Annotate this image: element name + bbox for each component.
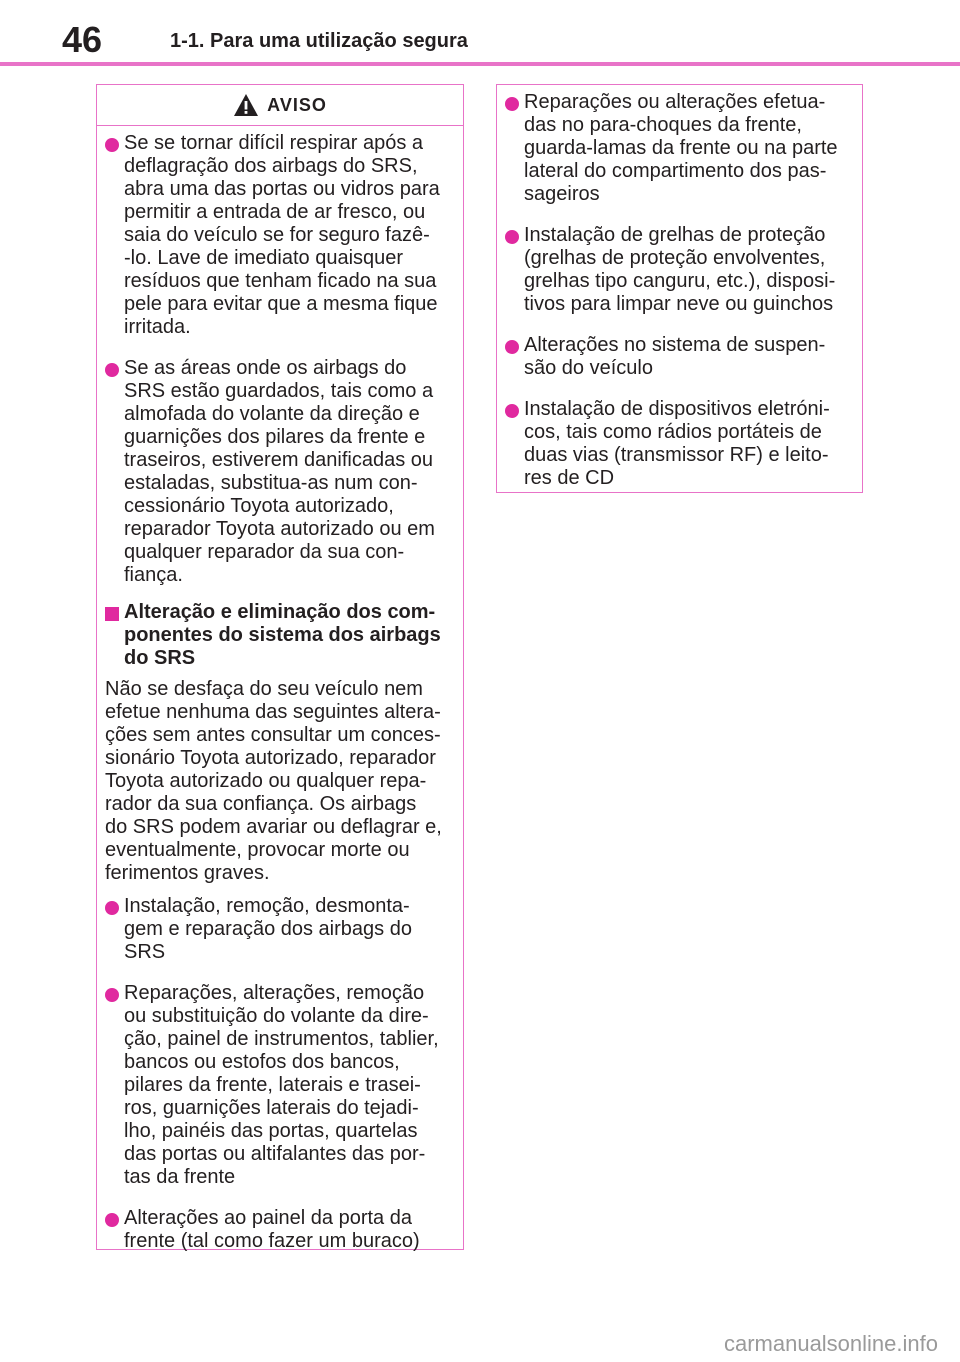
bullet-icon bbox=[505, 230, 519, 244]
list-item bbox=[105, 1207, 449, 1253]
watermark: carmanualsonline.info bbox=[723, 1331, 938, 1356]
list-item bbox=[505, 224, 848, 316]
bullet-text: Instalação, remoção, desmonta- gem e reparação dos airbags do SRS bbox=[124, 895, 412, 963]
list-item bbox=[105, 357, 449, 587]
warning-box-left bbox=[96, 84, 464, 1250]
bullet-text: Alterações ao painel da porta da frente (tal como fazer um buraco) bbox=[124, 1207, 420, 1252]
bullet-text: Se se tornar difícil respirar após a deflagração dos airbags do SRS, abra uma das portas ou vidros para permitir a entrada de ar fresco, ou saia do veículo se for seguro fazê- -lo. Lave de imediato quaisquer resíduos que tenham ficado na sua pele para evitar que a mesma fique irritada. bbox=[124, 132, 440, 338]
section-title: 1-1. Para uma utilização segura bbox=[170, 30, 468, 52]
bullet-text: Alterações no sistema de suspen- são do veículo bbox=[524, 334, 826, 379]
list-item bbox=[505, 398, 848, 490]
bullet-text: Instalação de dispositivos eletróni- cos, tais como rádios portáteis de duas vias (transmissor RF) e leito- res de CD bbox=[524, 398, 830, 489]
bullet-icon bbox=[505, 97, 519, 111]
list-item bbox=[505, 334, 848, 380]
bullet-text: Reparações, alterações, remoção ou substituição do volante da dire- ção, painel de instrumentos, tablier, bancos ou estofos dos bancos, pilares da frente, laterais e trasei- ros, guarnições laterais do tejadi- lho, painéis das portas, quartelas das portas ou altifalantes das por- tas da frente bbox=[124, 982, 439, 1188]
bullet-icon bbox=[505, 404, 519, 418]
bullet-text: Se as áreas onde os airbags do SRS estão guardados, tais como a almofada do volante da direção e guarnições dos pilares da frente e traseiros, estiverem danificadas ou estaladas, substitua-as num con- cessionário Toyota autorizado, reparador Toyota autorizado ou em qualquer reparador da sua con- fiança. bbox=[124, 357, 435, 586]
warning-box-right bbox=[496, 84, 863, 493]
subheading bbox=[105, 601, 449, 670]
list-item bbox=[105, 132, 449, 339]
page-number: 46 bbox=[62, 19, 103, 60]
body-paragraph: Não se desfaça do seu veículo nem efetue nenhuma das seguintes altera- ções sem antes consultar um conces- sionário Toyota autorizado, reparador Toyota autorizado ou qualquer repa- rador da sua confiança. Os airbags do SRS podem avariar ou deflagrar e, eventualmente, provocar morte ou ferimentos graves. bbox=[105, 678, 442, 884]
bullet-text: Instalação de grelhas de proteção (grelhas de proteção envolventes, grelhas tipo canguru, etc.), disposi- tivos para limpar neve ou guinchos bbox=[524, 224, 836, 315]
bullet-icon bbox=[105, 988, 119, 1002]
warning-title: AVISO bbox=[267, 94, 327, 115]
bullet-text: Reparações ou alterações efetua- das no para-choques da frente, guarda-lamas da frente ou na parte lateral do compartimento dos pas- sageiros bbox=[524, 91, 838, 205]
warning-content bbox=[497, 85, 862, 490]
bullet-icon bbox=[105, 901, 119, 915]
bullet-icon bbox=[105, 1213, 119, 1227]
bullet-icon bbox=[105, 363, 119, 377]
warning-content bbox=[97, 126, 463, 1253]
bullet-icon bbox=[505, 340, 519, 354]
list-item bbox=[505, 91, 848, 206]
list-item bbox=[105, 895, 449, 964]
header-divider bbox=[0, 62, 960, 66]
square-bullet-icon bbox=[105, 607, 119, 621]
list-item bbox=[105, 982, 449, 1189]
subheading-text: Alteração e eliminação dos com- ponentes do sistema dos airbags do SRS bbox=[124, 601, 441, 669]
warning-header bbox=[97, 85, 463, 126]
bullet-icon bbox=[105, 138, 119, 152]
warning-triangle-icon bbox=[233, 93, 259, 117]
